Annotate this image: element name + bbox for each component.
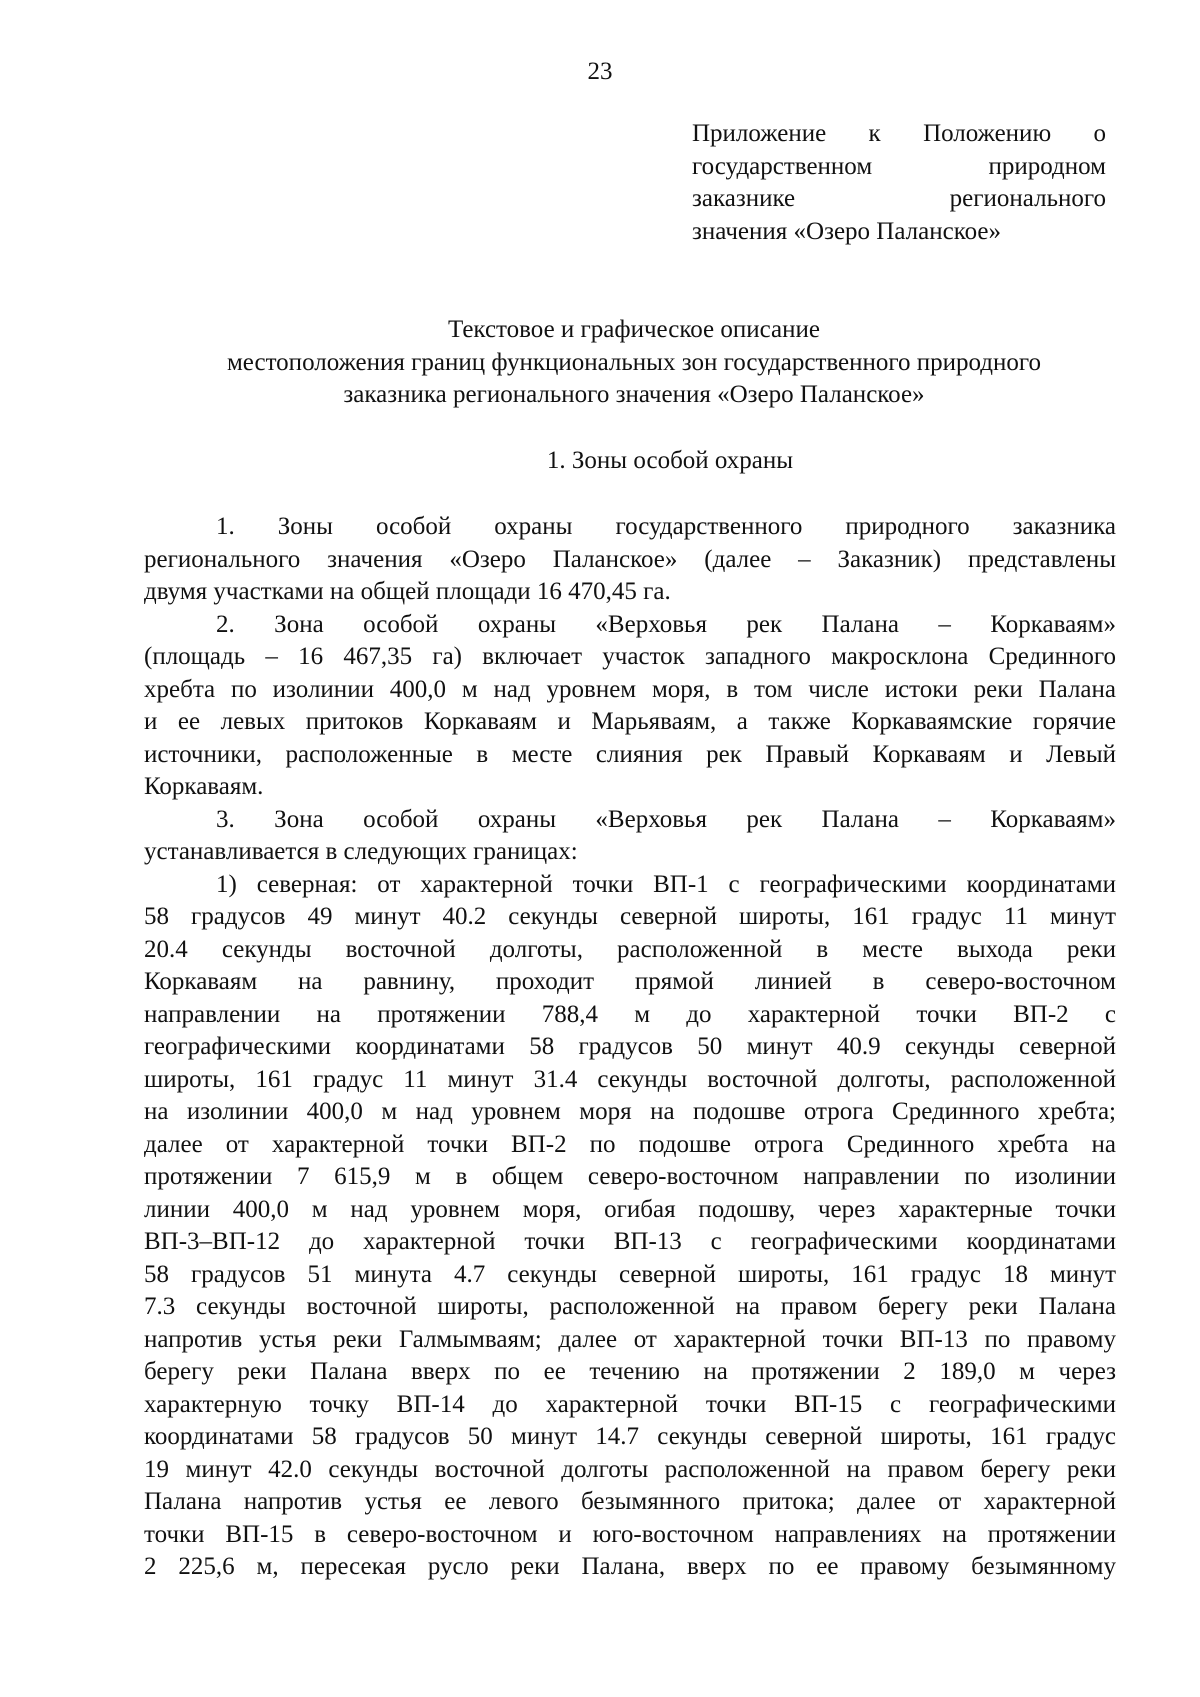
paragraph-line: 2. Зона особой охраны «Верховья рек Палана – Коркаваям»: [216, 610, 1116, 638]
paragraph-line: 1. Зоны особой охраны государственного природного заказника: [216, 513, 1116, 540]
paragraph-line: характерную точку ВП-14 до характерной точки ВП-15 с географическими: [144, 1390, 1116, 1418]
paragraph-line: 2 225,6 м, пересекая русло реки Палана, вверх по ее правому безымянному: [144, 1553, 1116, 1580]
paragraph-line: 58 градусов 49 минут 40.2 секунды северной широты, 161 градус 11 минут: [144, 903, 1116, 930]
appendix-line: Приложение к Положению о: [692, 120, 1106, 147]
paragraph-line: источники, расположенные в месте слияния рек Правый Коркаваям и Левый: [144, 740, 1116, 768]
appendix-line: заказнике регионального: [692, 185, 1106, 212]
paragraph-line: на изолинии 400,0 м над уровнем моря на подошве отрога Срединного хребта;: [144, 1098, 1116, 1125]
paragraph-line: точки ВП-15 в северо-восточном и юго-восточном направлениях на протяжении: [144, 1520, 1116, 1548]
paragraph-line: Коркаваям на равнину, проходит прямой линией в северо-восточном: [144, 968, 1116, 995]
paragraph-line: 58 градусов 51 минута 4.7 секунды северной широты, 161 градус 18 минут: [144, 1260, 1116, 1288]
paragraph-line: ВП-3–ВП-12 до характерной точки ВП-13 с географическими координатами: [144, 1228, 1116, 1255]
paragraph-line: берегу реки Палана вверх по ее течению на протяжении 2 189,0 м через: [144, 1358, 1116, 1385]
title-line: Текстовое и графическое описание: [448, 316, 820, 343]
paragraph-line: устанавливается в следующих границах:: [144, 838, 578, 865]
appendix-line: государственном природном: [692, 152, 1106, 180]
paragraph-line: направлении на протяжении 788,4 м до характерной точки ВП-2 с: [144, 1000, 1116, 1028]
title-line: заказника регионального значения «Озеро Паланское»: [343, 381, 925, 408]
paragraph-line: 19 минут 42.0 секунды восточной долготы расположенной на правом берегу реки: [144, 1455, 1116, 1483]
appendix-note: [692, 118, 1106, 248]
paragraph-line: протяжении 7 615,9 м в общем северо-восточном направлении по изолинии: [144, 1163, 1116, 1190]
paragraph-line: широты, 161 градус 11 минут 31.4 секунды восточной долготы, расположенной: [144, 1065, 1116, 1093]
paragraph-line: 1) северная: от характерной точки ВП-1 с географическими координатами: [216, 870, 1116, 898]
body-text: [144, 511, 1116, 1584]
paragraph-line: 7.3 секунды восточной широты, расположенной на правом берегу реки Палана: [144, 1293, 1116, 1320]
paragraph-line: 3. Зона особой охраны «Верховья рек Палана – Коркаваям»: [216, 805, 1116, 833]
page-number: 23: [587, 58, 613, 85]
paragraph-line: и ее левых притоков Коркаваям и Марьяваям, а также Коркаваямские горячие: [144, 708, 1116, 735]
paragraph-line: двумя участками на общей площади 16 470,45 га.: [144, 578, 671, 605]
paragraph-line: Палана напротив устья ее левого безымянного притока; далее от характерной: [144, 1488, 1116, 1515]
paragraph-line: далее от характерной точки ВП-2 по подошве отрога Срединного хребта на: [144, 1130, 1116, 1158]
paragraph-line: Коркаваям.: [144, 773, 264, 800]
paragraph-line: хребта по изолинии 400,0 м над уровнем моря, в том числе истоки реки Палана: [144, 675, 1116, 703]
paragraph-line: (площадь – 16 467,35 га) включает участок западного макросклона Срединного: [144, 643, 1116, 670]
section-heading: 1. Зоны особой охраны: [546, 447, 794, 474]
paragraph-line: 20.4 секунды восточной долготы, расположенной в месте выхода реки: [144, 935, 1116, 963]
paragraph-line: координатами 58 градусов 50 минут 14.7 секунды северной широты, 161 градус: [144, 1423, 1116, 1450]
appendix-line: значения «Озеро Паланское»: [692, 217, 1001, 245]
paragraph-line: линии 400,0 м над уровнем моря, огибая подошву, через характерные точки: [144, 1195, 1116, 1223]
paragraph-line: географическими координатами 58 градусов 50 минут 40.9 секунды северной: [144, 1033, 1116, 1060]
title-line: местоположения границ функциональных зон государственного природного: [226, 348, 1042, 376]
paragraph-line: напротив устья реки Галмымваям; далее от характерной точки ВП-13 по правому: [144, 1325, 1116, 1353]
paragraph-line: регионального значения «Озеро Паланское» (далее – Заказник) представлены: [144, 545, 1116, 573]
document-title: [0, 314, 1200, 412]
